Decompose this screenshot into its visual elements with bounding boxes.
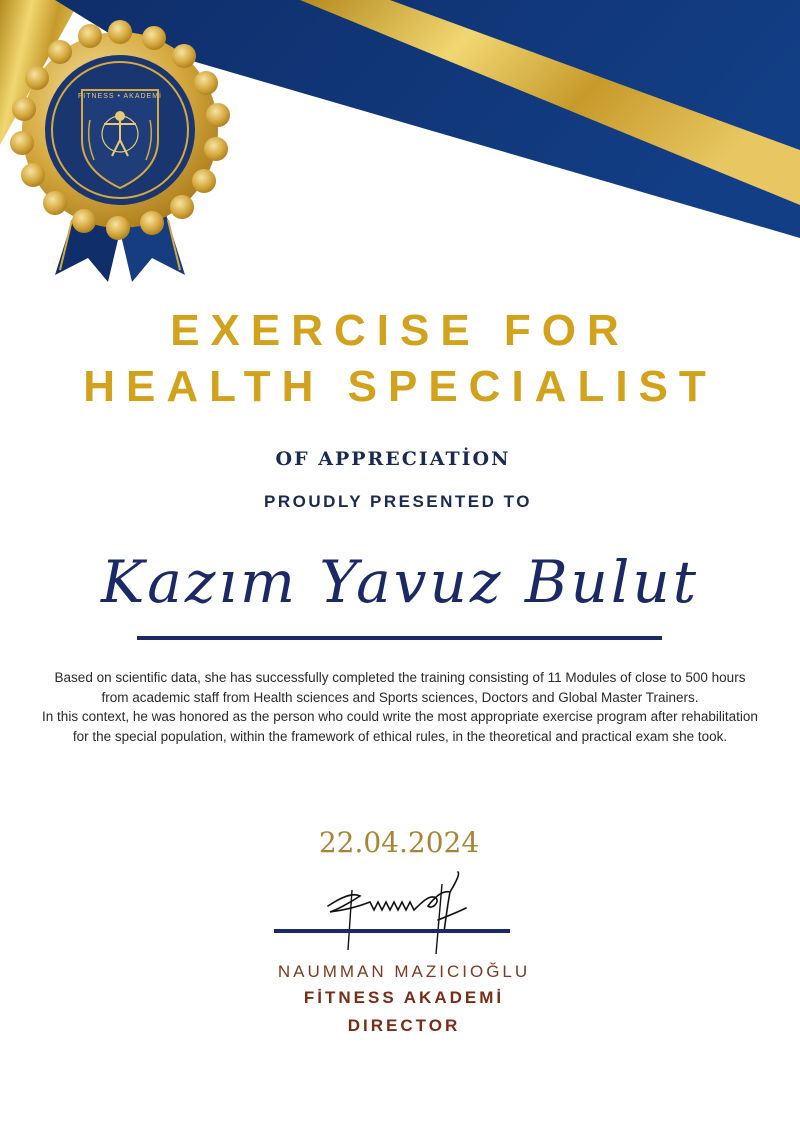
handwritten-signature: [300, 862, 490, 962]
signer-name: NAUMMAN MAZICIOĞLU: [277, 962, 531, 981]
certificate-date: 22.04.2024: [318, 826, 480, 859]
certificate-body: [40, 668, 760, 746]
presented-to-label: PROUDLY PRESENTED TO: [264, 492, 532, 511]
signer-role: DIRECTOR: [347, 1016, 461, 1035]
seal-text: FITNESS • AKADEMİ: [77, 93, 163, 100]
certificate-title-line-2: HEALTH SPECIALIST: [83, 362, 717, 411]
body-paragraph-1: Based on scientific data, she has successfully completed the training consisting of 11 Modules of close to 500 hours from academic staff from Health sciences and Sports sciences, Doctors and Global Master Trainers.: [54, 670, 746, 705]
organization-name: FİTNESS AKADEMİ: [303, 988, 505, 1007]
recipient-name: Kazım Yavuz Bulut: [100, 548, 700, 616]
body-paragraph-2: In this context, he was honored as the person who could write the most appropriate exercise program after rehabilitation for the special population, within the framework of ethical rules, in the theoretical and practical exam she took.: [42, 709, 758, 744]
certificate-title-line-1: EXERCISE FOR: [170, 306, 630, 355]
seal-rosette-icon: [10, 20, 230, 290]
certificate-subtitle: OF APPRECIATİON: [275, 448, 511, 470]
name-divider: [137, 636, 662, 640]
signature-line: [274, 929, 510, 933]
